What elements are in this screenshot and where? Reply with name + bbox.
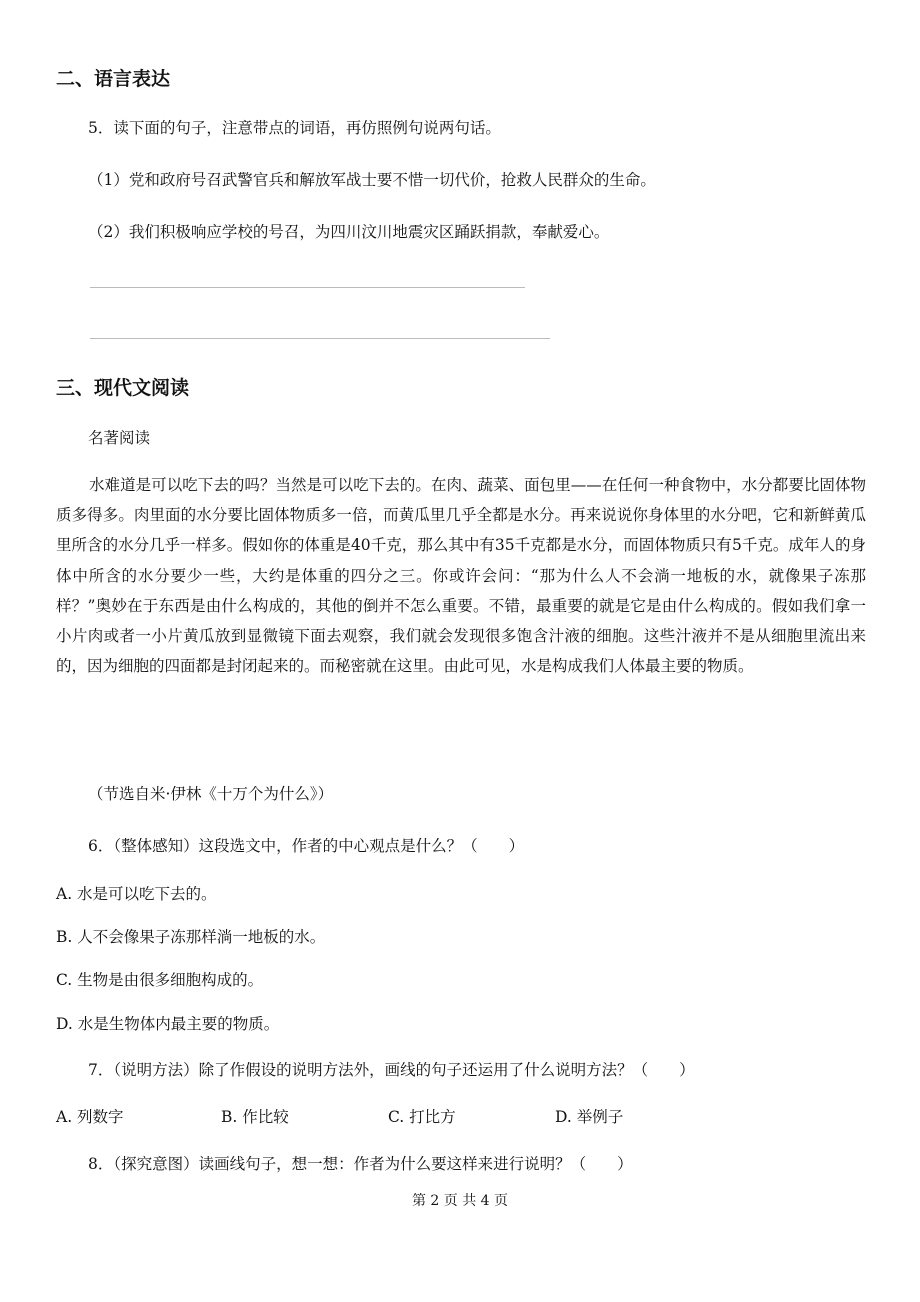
question-6-option-d[interactable]: D. 水是生物体内最主要的物质。 — [56, 1015, 280, 1033]
question-7-option-c[interactable]: C. 打比方 — [388, 1108, 456, 1126]
question-6-stem: 6．（整体感知）这段选文中，作者的中心观点是什么？（ ） — [88, 837, 525, 855]
question-6-option-b[interactable]: B. 人不会像果子冻那样淌一地板的水。 — [56, 928, 326, 946]
question-6-option-c[interactable]: C. 生物是由很多细胞构成的。 — [56, 971, 264, 989]
question-5-sentence-1: （1）党和政府号召武警官兵和解放军战士要不惜一切代价，抢救人民群众的生命。 — [88, 171, 656, 189]
question-5-sentence-2: （2）我们积极响应学校的号召，为四川汶川地震灾区踊跃捐款，奉献爱心。 — [88, 223, 610, 241]
question-5-stem: 5．读下面的句子，注意带点的词语，再仿照例句说两句话。 — [88, 119, 501, 137]
section-3-heading: 三、现代文阅读 — [56, 377, 190, 399]
answer-line-2[interactable] — [90, 338, 550, 339]
reading-passage: 水难道是可以吃下去的吗？当然是可以吃下去的。在肉、蔬菜、面包里——在任何一种食物中，水分都要比固体物质多得多。肉里面的水分要比固体物质多一倍，而黄瓜里几乎全都是水分。再来说说你身体里的水分吧，它和新鲜黄瓜里所含的水分几乎一样多。假如你的体重是40千克，那么其中有35千克都是水分，而固体物质只有5千克。成年人的身体中所含的水分要少一些，大约是体重的四分之三。你或许会问：“那为什么人不会淌一地板的水，就像果子冻那样？”奥妙在于东西是由什么构成的，其他的倒并不怎么重要。不错，最重要的就是它是由什么构成的。假如我们拿一小片肉或者一小片黄瓜放到显微镜下面去观察，我们就会发现很多饱含汁液的细胞。这些汁液并不是从细胞里流出来的，因为细胞的四面都是封闭起来的。而秘密就在这里。由此可见，水是构成我们人体最主要的物质。 — [56, 476, 866, 676]
answer-line-1[interactable] — [90, 287, 525, 288]
page-number: 第 2 页 共 4 页 — [411, 1193, 509, 1209]
question-6-option-a[interactable]: A. 水是可以吃下去的。 — [56, 885, 217, 903]
question-7-stem: 7．（说明方法）除了作假设的说明方法外，画线的句子还运用了什么说明方法？（ ） — [88, 1061, 695, 1079]
question-8-stem: 8．（探究意图）读画线句子，想一想：作者为什么要这样来进行说明？（ ） — [88, 1155, 633, 1173]
question-7-option-d[interactable]: D. 举例子 — [555, 1108, 624, 1126]
passage-subheading: 名著阅读 — [88, 429, 151, 447]
section-2-heading: 二、语言表达 — [56, 68, 171, 90]
question-7-option-b[interactable]: B. 作比较 — [221, 1108, 289, 1126]
passage-source: （节选自米·伊林《十万个为什么》） — [88, 785, 334, 803]
question-7-option-a[interactable]: A. 列数字 — [56, 1108, 124, 1126]
